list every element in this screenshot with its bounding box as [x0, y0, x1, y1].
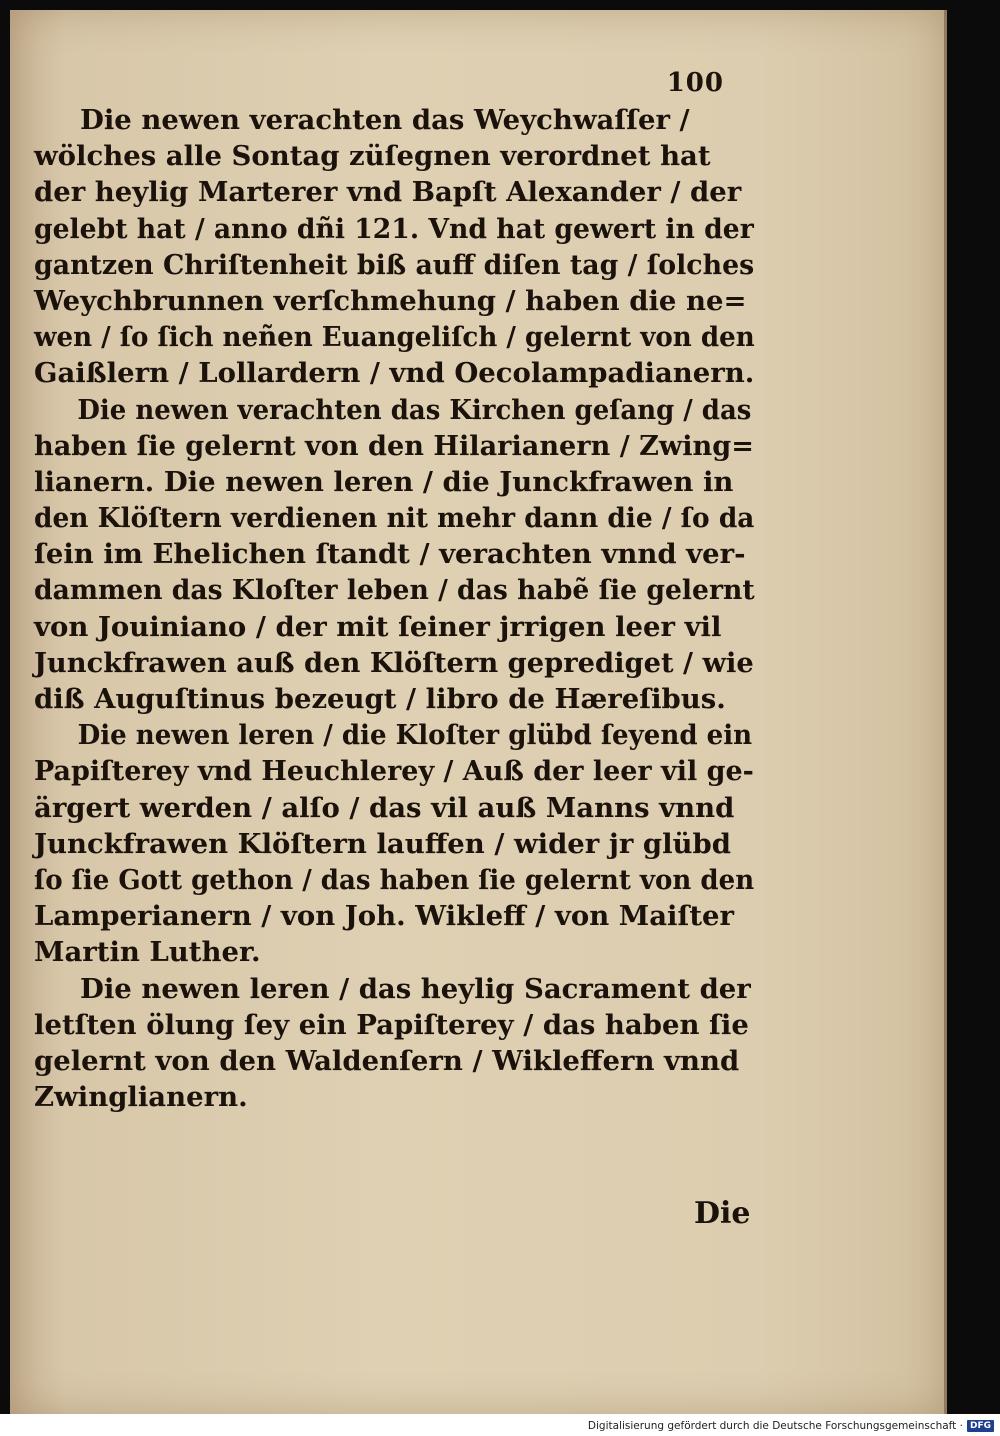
- text-line: Weychbrunnen verſchmehung / haben die ne=: [34, 284, 747, 317]
- text-line: wen / ſo ſich neñen Euangeliſch / gelernt von den: [34, 321, 755, 354]
- catchword: Die: [694, 1196, 751, 1231]
- text-line: ärgert werden / alſo / das vil auß Manns vnnd: [34, 791, 735, 824]
- text-line: Die newen verachten das Kirchen geſang / das: [77, 393, 752, 426]
- text-line: ſein im Ehelichen ſtandt / verachten vnnd ver-: [34, 538, 746, 571]
- text-line: ſo ſie Gott gethon / das haben ſie gelernt von den: [34, 863, 755, 896]
- page-number: 100: [666, 68, 724, 98]
- footer-credit-text: Digitalisierung gefördert durch die Deutsche Forschungsgemeinschaft ·: [587, 1420, 963, 1432]
- text-line: lianern. Die newen leren / die Junckfrawen in: [34, 465, 734, 498]
- text-line: dammen das Kloſter leben / das habẽ ſie gelernt: [34, 574, 755, 607]
- text-line: Die newen leren / das heylig Sacrament der: [80, 972, 751, 1005]
- text-line: den Klöſtern verdienen nit mehr dann die / ſo da: [34, 502, 755, 535]
- text-line: Die newen leren / die Kloſter glübd ſeyend ein: [77, 719, 753, 752]
- page-edge: [944, 10, 947, 1414]
- dfg-logo: DFG: [967, 1420, 994, 1432]
- text-line: Gaißlern / Lollardern / vnd Oecolampadianern.: [34, 357, 755, 390]
- text-line: Junckfrawen Klöſtern lauffen / wider jr glübd: [34, 827, 732, 860]
- text-block: [34, 102, 784, 1115]
- text-line: Die newen verachten das Weychwaſſer /: [80, 104, 690, 136]
- text-line: Papiſterey vnd Heuchlerey / Auß der leer vil ge-: [34, 755, 754, 788]
- text-line: Zwinglianern.: [34, 1081, 248, 1114]
- footer: [588, 1418, 994, 1434]
- text-line: wölches alle Sontag züſegnen verordnet hat: [34, 140, 711, 173]
- text-line: gelernt von den Waldenſern / Wikleffern vnnd: [34, 1044, 740, 1077]
- text-line: letſten ölung ſey ein Papiſterey / das haben ſie: [34, 1008, 749, 1041]
- text-line: gelebt hat / anno dñi 121. Vnd hat gewert in der: [34, 212, 754, 245]
- book-page: [10, 10, 944, 1414]
- text-line: von Jouiniano / der mit ſeiner jrrigen leer vil: [34, 610, 722, 643]
- text-line: Lamperianern / von Joh. Wikleff / von Maiſter: [34, 900, 735, 933]
- text-line: diß Auguſtinus bezeugt / libro de Hæreſibus.: [34, 683, 726, 715]
- text-line: der heylig Marterer vnd Bapſt Alexander / der: [34, 176, 742, 209]
- text-line: haben ſie gelernt von den Hilarianern / Zwing=: [34, 429, 754, 462]
- text-line: Martin Luther.: [34, 936, 261, 969]
- text-line: gantzen Chriſtenheit biß auff diſen tag / ſolches: [34, 248, 755, 281]
- text-line: Junckfrawen auß den Klöſtern geprediget / wie: [34, 646, 754, 679]
